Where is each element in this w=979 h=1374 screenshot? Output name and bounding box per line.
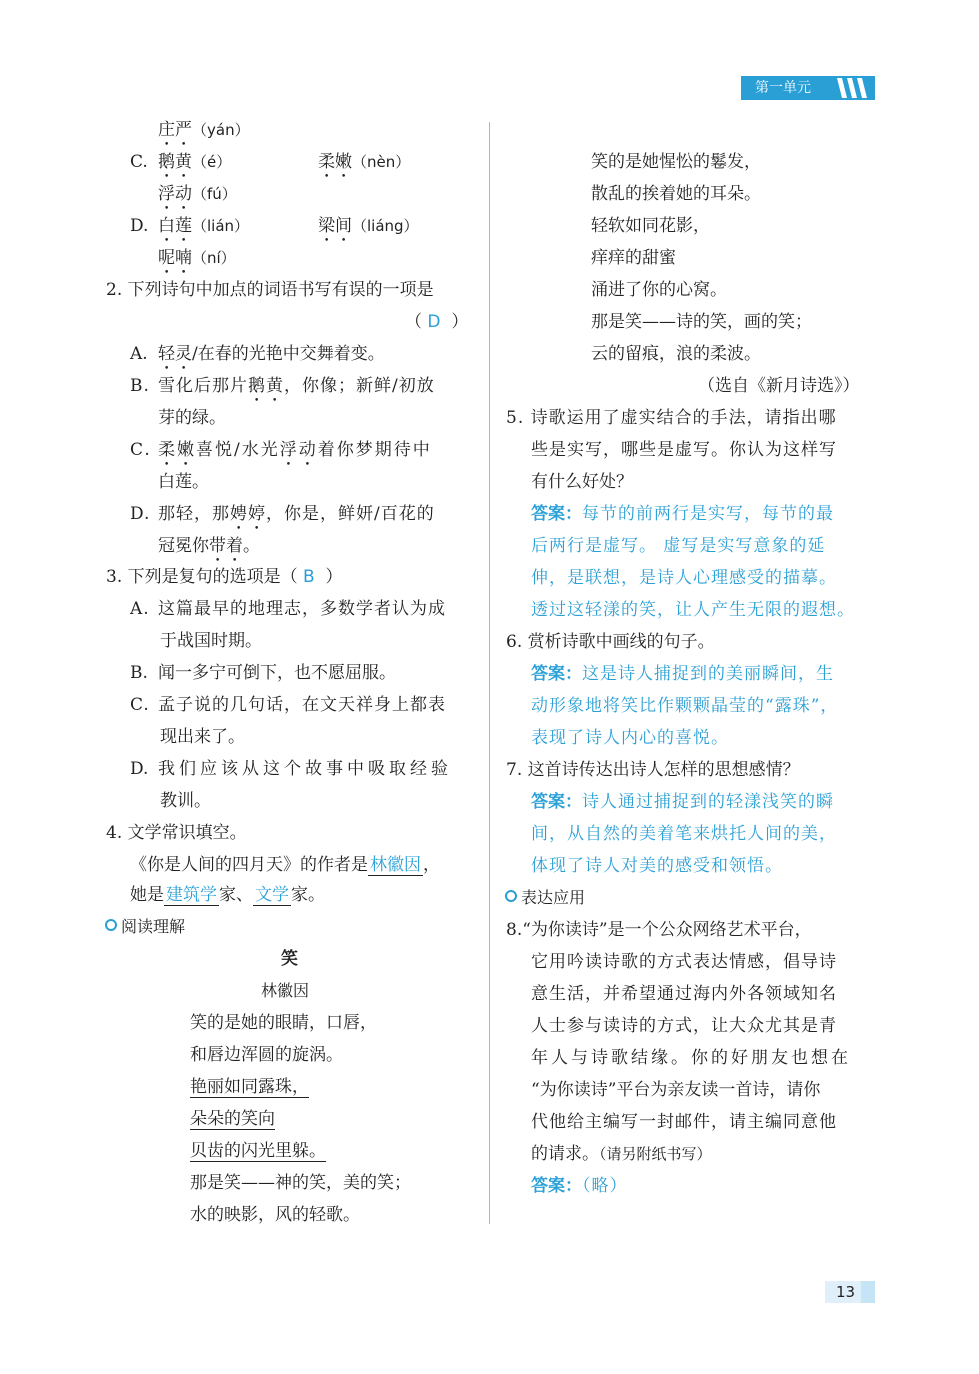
poem-line: 散乱的挨着她的耳朵。 <box>591 184 761 204</box>
poem-line-underlined: 贝齿的闪光里躲。 <box>190 1141 326 1161</box>
section-express-heading: 表达应用 <box>505 887 585 909</box>
q1-option-d-word2: 梁间（liáng） <box>318 216 419 236</box>
q1-option-d-word3: 呢喃（ní） <box>158 248 236 268</box>
q2-option-c-cont: 白莲。 <box>158 472 209 492</box>
poem-line: 云的留痕，浪的柔波。 <box>591 344 761 364</box>
q3-option-a: A. 这篇最早的地理志，多数学者认为成 <box>130 599 446 619</box>
q2-answer-paren: （ D ） <box>405 312 469 332</box>
q4-blank-architecture: 建筑学 <box>166 885 217 905</box>
circle-bullet-icon <box>505 890 517 902</box>
poem-line: 笑的是她惺忪的鬈发， <box>591 152 761 172</box>
q3-option-a-cont: 于战国时期。 <box>160 631 262 651</box>
q8-stem-line: 人士参与读诗的方式，让大众尤其是青 <box>531 1016 837 1036</box>
q6-stem: 6. 赏析诗歌中画线的句子。 <box>506 632 715 652</box>
q2-stem: 2. 下列诗句中加点的词语书写有误的一项是 <box>106 280 434 300</box>
stripes-decoration-icon <box>833 76 875 100</box>
q8-answer: 答案：（略） <box>531 1176 628 1196</box>
q4-line2: 她是 建筑学 家、 文学 家。 <box>130 885 325 905</box>
q2-option-d: D. 那轻，那娉婷，你是，鲜妍/百花的 <box>130 504 435 524</box>
q1-line-a: 庄严（yán） <box>158 120 250 140</box>
q4-stem: 4. 文学常识填空。 <box>106 823 247 843</box>
poem-line: 轻软如同花影， <box>591 216 710 236</box>
q6-answer-line: 表现了诗人内心的喜悦。 <box>531 728 729 748</box>
q3-option-d: D. 我们应该从这个故事中吸取经验 <box>130 759 452 779</box>
q3-option-d-cont: 教训。 <box>160 791 211 811</box>
q5-answer-line: 透过这轻漾的笑，让人产生无限的遐想。 <box>531 600 855 620</box>
page-number-tab <box>861 1281 875 1303</box>
q2-option-a: A. 轻灵/在春的光艳中交舞着变。 <box>130 344 385 364</box>
q2-option-c: C. 柔嫩喜悦/水光浮动着你梦期待中 <box>130 440 432 460</box>
unit-label: 第一单元 <box>755 80 811 96</box>
q2-option-b-cont: 芽的绿。 <box>158 408 226 428</box>
q5-stem-line: 有什么好处？ <box>531 472 633 492</box>
q8-stem-line: 年人与诗歌结缘。你的好朋友也想在 <box>531 1048 851 1068</box>
q2-option-b: B. 雪化后那片鹅黄，你像；新鲜/初放 <box>130 376 435 396</box>
circle-bullet-icon <box>105 919 117 931</box>
q4-line1: 《你是人间的四月天》的作者是 林徽因 ， <box>130 855 440 875</box>
poem-line: 那是笑——神的笑，美的笑； <box>190 1173 411 1193</box>
poem-line: 笑的是她的眼睛，口唇， <box>190 1013 377 1033</box>
q4-author-blank: 林徽因 <box>370 855 421 875</box>
column-divider <box>489 122 490 1224</box>
poem-author: 林徽因 <box>261 981 310 1000</box>
q7-stem: 7. 这首诗传达出诗人怎样的思想感情？ <box>506 760 800 780</box>
poem-line: 痒痒的甜蜜 <box>591 248 676 268</box>
q3-answer: B <box>303 567 315 587</box>
q8-stem-line: 意生活，并希望通过海内外各领域知名 <box>531 984 837 1004</box>
poem-line: 和唇边浑圆的旋涡。 <box>190 1045 343 1065</box>
q3-option-c-cont: 现出来了。 <box>160 727 245 747</box>
q5-stem-line: 些是实写，哪些是虚写。你认为这样写 <box>531 440 837 460</box>
q4-blank-literature: 文学 <box>255 885 289 905</box>
poem-line: 那是笑——诗的笑，画的笑； <box>591 312 812 332</box>
q5-stem-line: 5. 诗歌运用了虚实结合的手法，请指出哪 <box>506 408 837 428</box>
q8-stem-line: 代他给主编写一封邮件，请主编同意他 <box>531 1112 837 1132</box>
page-number: 13 <box>836 1283 856 1301</box>
q1-option-c-word3: 浮动（fú） <box>158 184 237 204</box>
section-reading-heading: 阅读理解 <box>105 916 185 938</box>
poem-source: （选自《新月诗选》） <box>698 376 860 396</box>
poem-line: 涌进了你的心窝。 <box>591 280 727 300</box>
q7-answer-line: 间，从自然的美着笔来烘托人间的美， <box>531 824 837 844</box>
q2-option-d-cont: 冠冕你带着。 <box>158 536 260 556</box>
q3-stem: 3. 下列是复句的选项是（ B ） <box>106 567 343 587</box>
q7-answer: 答案：诗人通过捕捉到的轻漾浅笑的瞬 <box>531 792 834 812</box>
q8-stem-line: “为你读诗”平台为亲友读一首诗，请你 <box>531 1080 821 1100</box>
poem-line-underlined: 艳丽如同露珠， <box>190 1077 309 1097</box>
q3-option-b: B. 闻一多宁可倒下，也不愿屈服。 <box>130 663 396 683</box>
q7-answer-line: 体现了诗人对美的感受和领悟。 <box>531 856 783 876</box>
q3-option-c: C. 孟子说的几句话，在文天祥身上都表 <box>130 695 446 715</box>
poem-line: 水的映影，风的轻歌。 <box>190 1205 360 1225</box>
q5-answer: 答案：每节的前两行是实写，每节的最 <box>531 504 834 524</box>
q5-answer-line: 后两行是虚写。 虚写是实写意象的延 <box>531 536 826 556</box>
q8-stem-line: 8.“为你读诗”是一个公众网络艺术平台， <box>506 920 812 940</box>
q1-option-c: C. 鹅黄（é） <box>130 152 232 172</box>
q8-stem-last: 的请求。（请另附纸书写） <box>531 1144 712 1164</box>
q6-answer-line: 动形象地将笑比作颗颗晶莹的“露珠”， <box>531 696 839 716</box>
q1-option-d: D. 白莲（lián） <box>130 216 250 236</box>
q8-stem-line: 它用吟读诗歌的方式表达情感，倡导诗 <box>531 952 837 972</box>
unit-tab <box>741 76 875 100</box>
q6-answer: 答案：这是诗人捕捉到的美丽瞬间，生 <box>531 664 834 684</box>
poem-line-underlined: 朵朵的笑向 <box>190 1109 275 1129</box>
page-number-box <box>825 1281 875 1303</box>
q1-option-c-word2: 柔嫩（nèn） <box>318 152 411 172</box>
q5-answer-line: 伸，是联想，是诗人心理感受的描摹。 <box>531 568 837 588</box>
poem-title: 笑 <box>281 949 298 969</box>
q2-answer: D <box>427 312 441 332</box>
